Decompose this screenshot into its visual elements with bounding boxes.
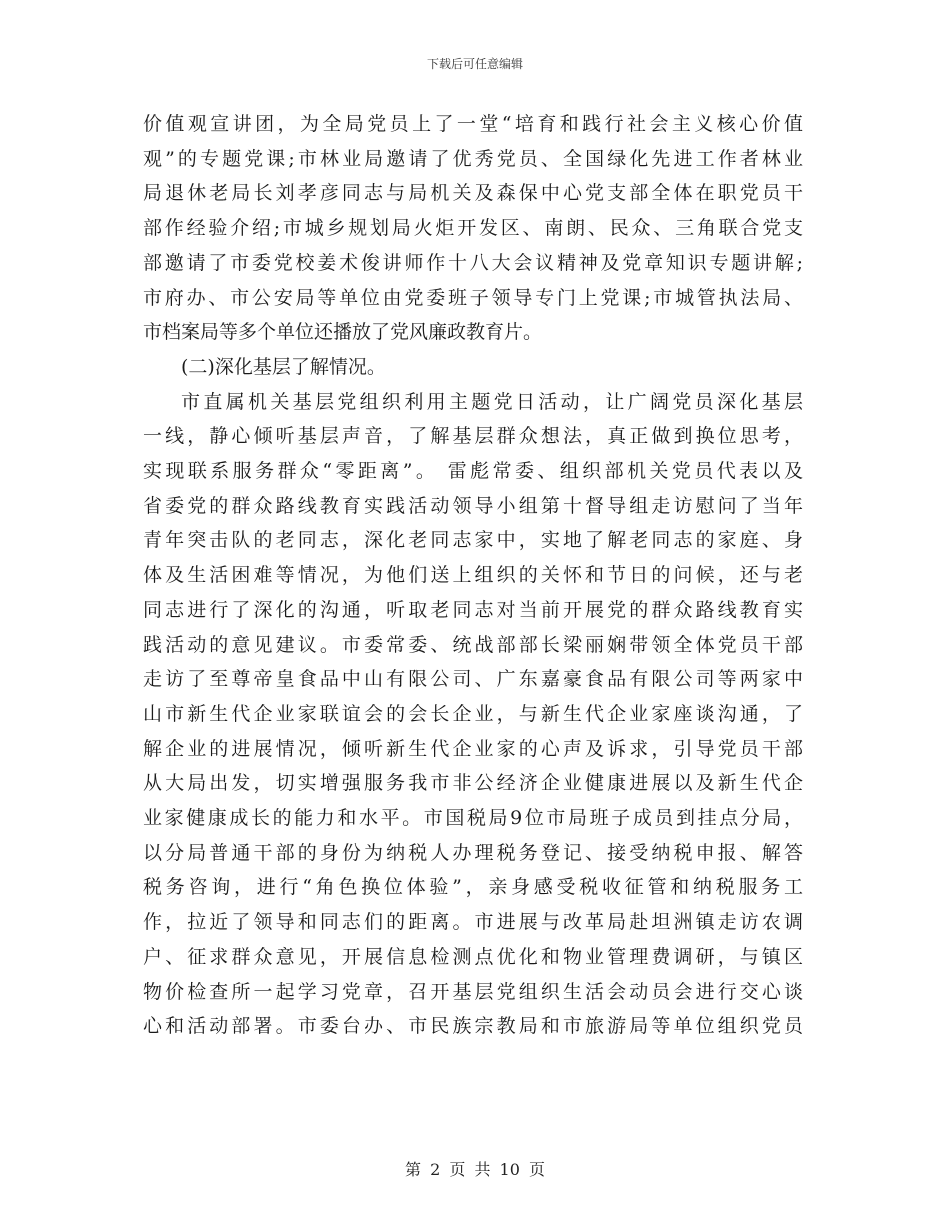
text-line: 局退休老局长刘孝彦同志与局机关及森保中心党支部全体在职党员干 bbox=[143, 182, 803, 205]
text-line: (二)深化基层了解情况。 bbox=[181, 355, 386, 378]
document-body bbox=[143, 107, 803, 1044]
paragraph-3 bbox=[143, 385, 803, 1044]
text-line: 同志进行了深化的沟通，听取老同志对当前开展党的群众路线教育实 bbox=[143, 598, 803, 621]
text-line: 从大局出发，切实增强服务我市非公经济企业健康进展以及新生代企 bbox=[143, 772, 803, 795]
text-line: 部邀请了市委党校姜术俊讲师作十八大会议精神及党章知识专题讲解; bbox=[143, 251, 803, 274]
page-header: 下载后可任意编辑 bbox=[426, 57, 523, 71]
text-line: 践活动的意见建议。市委常委、统战部部长梁丽娴带领全体党员干部 bbox=[143, 633, 803, 656]
text-line: 心和活动部署。市委台办、市民族宗教局和市旅游局等单位组织党员 bbox=[143, 1015, 803, 1038]
text-line: 青年突击队的老同志，深化老同志家中，实地了解老同志的家庭、身 bbox=[143, 529, 803, 552]
text-line: 业家健康成长的能力和水平。市国税局9位市局班子成员到挂点分局， bbox=[143, 807, 803, 830]
text-line: 走访了至尊帝皇食品中山有限公司、广东嘉豪食品有限公司等两家中 bbox=[143, 668, 803, 691]
text-line: 户、征求群众意见，开展信息检测点优化和物业管理费调研，与镇区 bbox=[143, 945, 803, 968]
text-line: 解企业的进展情况，倾听新生代企业家的心声及诉求，引导党员干部 bbox=[143, 737, 803, 760]
text-line: 税务咨询，进行“角色换位体验”，亲身感受税收征管和纳税服务工 bbox=[143, 876, 803, 899]
paragraph-1 bbox=[143, 107, 803, 350]
text-line: 价值观宣讲团，为全局党员上了一堂“培育和践行社会主义核心价值 bbox=[143, 113, 803, 135]
page-footer: 第 2 页 共 10 页 bbox=[405, 1160, 545, 1179]
text-line: 以分局普通干部的身份为纳税人办理税务登记、接受纳税申报、解答 bbox=[143, 841, 803, 864]
text-line: 省委党的群众路线教育实践活动领导小组第十督导组走访慰问了当年 bbox=[143, 494, 803, 517]
text-line: 实现联系服务群众“零距离”。 雷彪常委、组织部机关党员代表以及 bbox=[143, 460, 803, 483]
text-line: 观”的专题党课;市林业局邀请了优秀党员、全国绿化先进工作者林业 bbox=[143, 147, 803, 170]
text-line: 作，拉近了领导和同志们的距离。市进展与改革局赴坦洲镇走访农调 bbox=[143, 911, 803, 934]
text-line: 部作经验介绍;市城乡规划局火炬开发区、南朗、民众、三角联合党支 bbox=[143, 217, 803, 240]
section-heading bbox=[143, 350, 803, 385]
text-line: 体及生活困难等情况，为他们送上组织的关怀和节日的问候，还与老 bbox=[143, 564, 803, 587]
text-line: 一线，静心倾听基层声音，了解基层群众想法，真正做到换位思考， bbox=[143, 425, 803, 448]
text-line: 物价检查所一起学习党章，召开基层党组织生活会动员会进行交心谈 bbox=[143, 980, 803, 1003]
text-line: 市府办、市公安局等单位由党委班子领导专门上党课;市城管执法局、 bbox=[143, 286, 803, 309]
text-line: 山市新生代企业家联谊会的会长企业，与新生代企业家座谈沟通，了 bbox=[143, 702, 803, 725]
text-line: 市档案局等多个单位还播放了党风廉政教育片。 bbox=[143, 321, 543, 344]
text-line: 市直属机关基层党组织利用主题党日活动，让广阔党员深化基层 bbox=[181, 390, 803, 413]
